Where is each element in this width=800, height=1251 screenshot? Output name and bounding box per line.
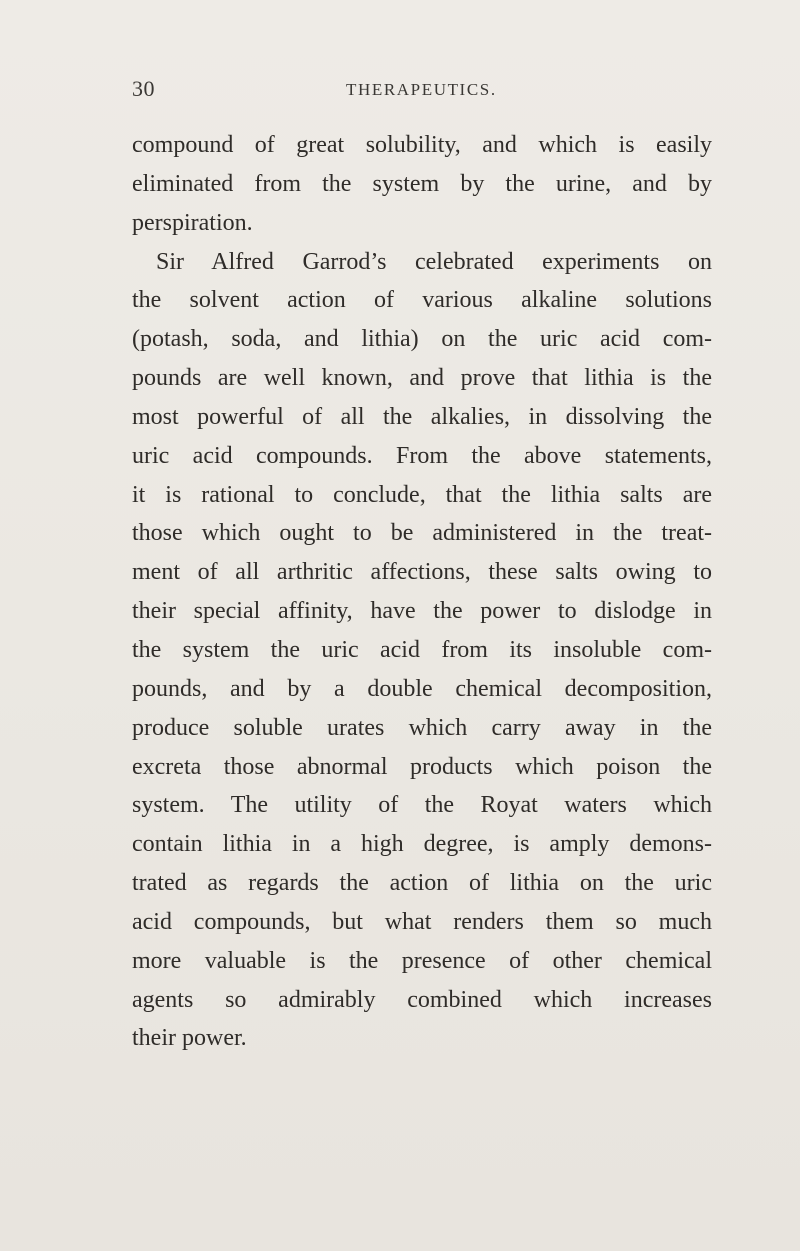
text-line: compound of great solubility, and which is easily	[132, 132, 712, 158]
text-line: perspiration.	[132, 209, 253, 236]
text-line: most powerful of all the alkalies, in dissolving the	[132, 403, 712, 430]
text-line: their power.	[132, 1025, 247, 1052]
text-line: acid compounds, but what renders them so much	[132, 908, 712, 935]
text-line: more valuable is the presence of other chemical	[132, 947, 712, 974]
text-line: excreta those abnormal products which poison the	[132, 753, 712, 780]
text-line: Sir Alfred Garrod’s celebrated experiments on	[156, 248, 712, 275]
text-line: contain lithia in a high degree, is amply demons-	[132, 831, 712, 858]
text-line: (potash, soda, and lithia) on the uric acid com-	[132, 326, 712, 353]
text-line: pounds are well known, and prove that lithia is the	[132, 365, 712, 392]
text-line: produce soluble urates which carry away in the	[132, 714, 712, 741]
page-header	[132, 76, 712, 106]
text-line: it is rational to conclude, that the lithia salts are	[132, 481, 712, 508]
running-head: THERAPEUTICS.	[346, 80, 497, 99]
text-line: agents so admirably combined which increases	[132, 986, 712, 1013]
text-line: uric acid compounds. From the above statements,	[132, 442, 712, 469]
text-line: system. The utility of the Royat waters which	[132, 792, 712, 819]
text-line: their special affinity, have the power to dislodge in	[132, 598, 712, 625]
text-line: trated as regards the action of lithia on the uric	[132, 870, 712, 897]
text-line: ment of all arthritic affections, these salts owing to	[132, 559, 712, 586]
body-text	[132, 126, 712, 1058]
text-line: eliminated from the system by the urine, and by	[132, 170, 712, 197]
text-line: pounds, and by a double chemical decomposition,	[132, 675, 712, 702]
text-line: the system the uric acid from its insoluble com-	[132, 636, 712, 663]
page-number: 30	[132, 76, 155, 101]
text-line: those which ought to be administered in the treat-	[132, 520, 712, 547]
text-line: the solvent action of various alkaline solutions	[132, 287, 712, 314]
